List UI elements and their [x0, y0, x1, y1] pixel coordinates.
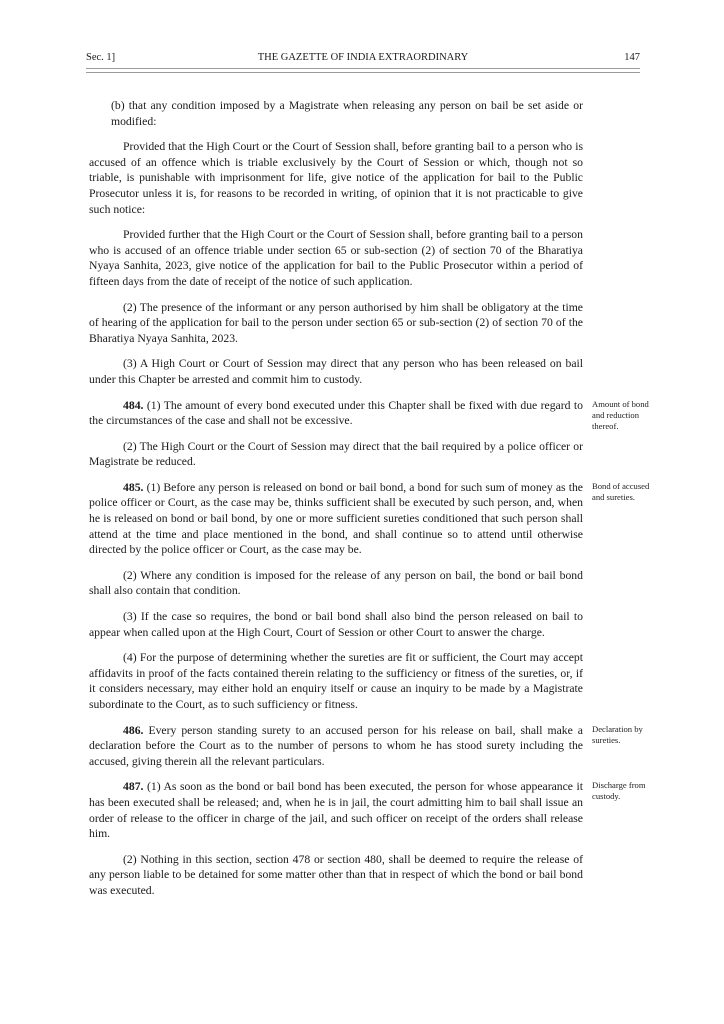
header-rule	[86, 68, 640, 73]
section-484	[89, 398, 649, 431]
section-485-subsection-4: (4) For the purpose of determining whether the sureties are fit or sufficient, the Court may accept affidavits in proof of the facts contained therein relating to the sufficiency or fitness of the sureties, or, if it considers necessary, may either hold an enquiry itself or cause an inquiry to be made by a Magistrate subordinate to the Court, as to such sufficiency or fitness.	[89, 651, 583, 711]
section-text: (1) Before any person is released on bond or bail bond, a bond for such sum of money as the police officer or Court, as the case may be, thinks sufficient shall be executed by such person, and, when he is released on bond or bail bond, by one or more sufficient sureties conditioned that such person shall attend at the time and place mentioned in the bond, and shall continue so to attend until otherwise directed by the police officer or Court, as the case may be.	[89, 480, 583, 557]
marginal-note: Amount of bond and reduction thereof.	[592, 398, 649, 431]
section-485	[89, 480, 650, 558]
document-body	[89, 98, 650, 909]
section-text: (1) As soon as the bond or bail bond has been executed, the person for whose appearance it has been executed shall be released; and, when he is in jail, the court admitting him to bail shall issue an order of release to the officer in charge of the jail, and such officer on receipt of the orders shall release him.	[89, 780, 584, 841]
section-text: Every person standing surety to an accused person for his release on bail, shall make a declaration before the Court as to the number of persons to whom he has stood surety including the accused, giving therein all the relevant particulars.	[89, 723, 583, 768]
section-text: (1) The amount of every bond executed under this Chapter shall be fixed with due regard to the circumstances of the case and shall not be excessive.	[89, 398, 583, 428]
marginal-note: Declaration by sureties.	[592, 723, 643, 745]
marginal-note: Bond of accused and sureties.	[592, 480, 650, 502]
paragraph-proviso-2: Provided further that the High Court or the Court of Session shall, before granting bail to a person who is accused of an offence triable under section 65 or sub-section (2) of section 70 of the Bharatiya Nyaya Sanhita, 2023, give notice of the application for bail to the Public Prosecutor within a period of fifteen days from the date of receipt of the notice of such application.	[89, 228, 583, 288]
section-number: 486.	[123, 723, 144, 737]
gazette-title: THE GAZETTE OF INDIA EXTRAORDINARY	[257, 52, 469, 63]
section-label: Sec. 1]	[86, 52, 116, 63]
section-486	[89, 723, 643, 770]
paragraph-subsection-3: (3) A High Court or Court of Session may direct that any person who has been released on bail under this Chapter be arrested and commit him to custody.	[89, 357, 583, 386]
page-number: 147	[624, 52, 640, 63]
paragraph-subsection-2: (2) The presence of the informant or any person authorised by him shall be obligatory at the time of hearing of the application for bail to the person under section 65 or sub-section (2) of section 70 of the Bharatiya Nyaya Sanhita, 2023.	[89, 300, 583, 345]
section-number: 487.	[123, 780, 144, 794]
section-485-subsection-3: (3) If the case so requires, the bond or bail bond shall also bind the person released on bail to appear when called upon at the High Court, Court of Session or other Court to answer the charge.	[89, 610, 583, 639]
section-485-subsection-2: (2) Where any condition is imposed for the release of any person on bail, the bond or bail bond shall also contain that condition.	[89, 568, 583, 598]
paragraph-clause-b: (b) that any condition imposed by a Magistrate when releasing any person on bail be set aside or modified:	[111, 99, 583, 128]
section-487-subsection-2: (2) Nothing in this section, section 478 or section 480, shall be deemed to require the release of any person liable to be detained for some matter other than that in respect of which the bond or bail bond was executed.	[89, 852, 583, 897]
marginal-note: Discharge from custody.	[592, 780, 646, 802]
section-487	[89, 779, 646, 841]
section-484-subsection-2: (2) The High Court or the Court of Session may direct that the bail required by a police officer or Magistrate be reduced.	[89, 439, 583, 469]
paragraph-proviso-1: Provided that the High Court or the Court of Session shall, before granting bail to a person who is accused of an offence which is triable exclusively by the Court of Session or which, though not so triable, is punishable with imprisonment for life, give notice of the application for bail to the Public Prosecutor unless it is, for reasons to be recorded in writing, of opinion that it is not practicable to give such notice:	[89, 140, 583, 216]
gazette-header	[86, 52, 640, 66]
section-number: 485.	[123, 480, 144, 494]
section-number: 484.	[123, 398, 144, 412]
